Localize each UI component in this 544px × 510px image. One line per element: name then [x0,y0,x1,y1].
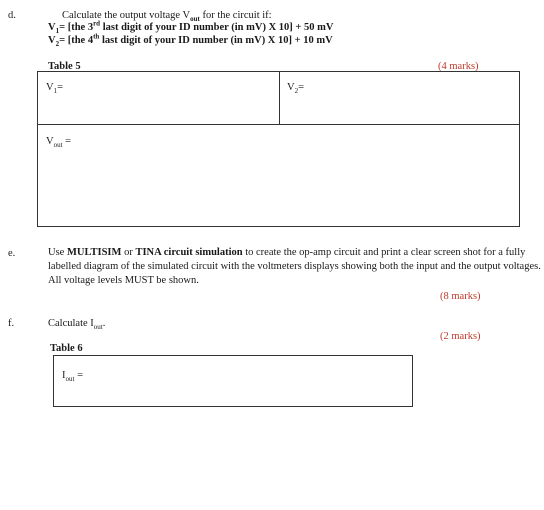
e-text-pre: Use [48,247,67,258]
e-text-rest: to create the op-amp circuit and print a clear screen shot for a fully labelled diagram of the simulated circuit with the voltmeters displays showing both the input and the output voltages. All voltage levels MUST be shown. [48,247,541,286]
v1-sup: rd [93,19,101,28]
table-6-title: Table 6 [50,343,83,354]
cell-v2-post: = [298,82,305,93]
cell-v1-sub: 1 [53,87,58,96]
cell-v1 [46,82,64,96]
cell-v2 [287,82,305,96]
v2-pre: V [48,35,56,46]
e-text-tina: TINA circuit simulation [135,247,243,258]
table-5-column-divider [279,72,280,125]
v2-formula [48,32,333,49]
instruction-sub: out [190,15,200,24]
f-instruction-pre: Calculate I [48,318,94,329]
v1-sub: 1 [55,27,60,36]
cell-iout-pre: I [62,370,66,381]
section-f-letter: f. [8,318,15,329]
e-text-multisim: MULTISIM [66,247,122,258]
v2-mid: = [the 4 [59,35,94,46]
e-text-or: or [121,247,136,258]
f-instruction-post: . [102,318,106,329]
instruction-text-post: for the circuit if: [199,10,272,21]
section-f-marks: (2 marks) [440,331,481,342]
v2-sup: th [93,32,100,41]
cell-iout-post: = [74,370,83,381]
section-e-text [48,246,542,288]
cell-iout-sub: out [65,375,75,384]
cell-v2-sub: 2 [294,87,299,96]
cell-vout [46,136,72,150]
cell-v2-pre: V [287,82,295,93]
cell-vout-post: = [62,136,72,147]
v1-mid: = [the 3 [59,22,94,33]
instruction-text-pre: Calculate the output voltage V [62,10,191,21]
cell-v1-post: = [57,82,64,93]
section-e-marks: (8 marks) [440,291,481,302]
table-5 [37,71,520,227]
f-instruction-sub: out [93,323,103,332]
table-6 [53,355,413,407]
v2-post: last digit of your ID number (in mV) X 10] + 10 mV [99,35,333,46]
cell-v1-pre: V [46,82,54,93]
table-5-title: Table 5 [48,61,81,72]
cell-vout-sub: out [53,141,63,150]
cell-vout-pre: V [46,136,54,147]
section-d-marks: (4 marks) [438,61,479,72]
v1-post: last digit of your ID number (in mV) X 10] + 50 mV [100,22,334,33]
v1-pre: V [48,22,56,33]
section-e-letter: e. [8,248,16,259]
section-f-instruction [48,318,106,332]
v2-sub: 2 [55,40,60,49]
section-d-letter: d. [8,10,16,21]
cell-iout [62,370,83,384]
